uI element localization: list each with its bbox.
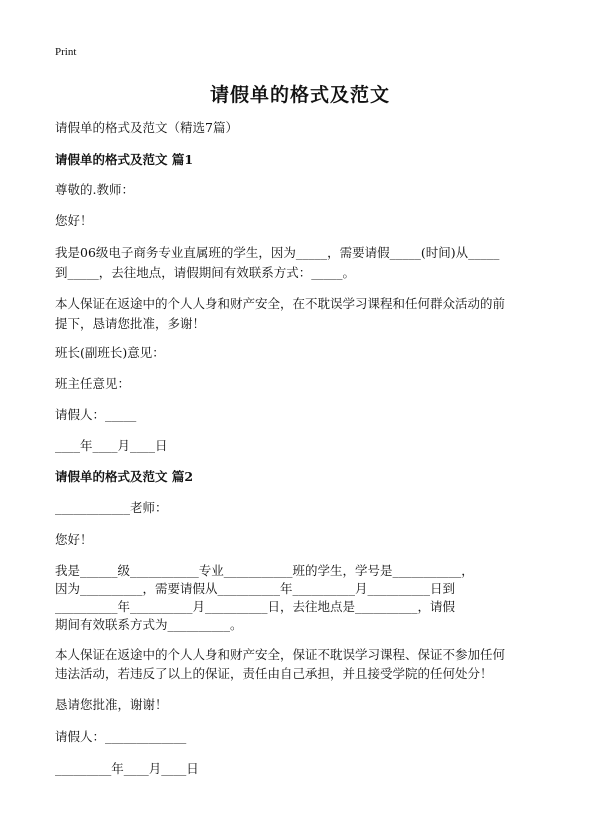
subtitle: 请假单的格式及范文（精选7篇）	[55, 120, 238, 135]
teacher-opinion: 班主任意见：	[55, 376, 131, 391]
section2-body-line2: 因为__________，需要请假从__________年__________月__________日到	[55, 581, 456, 596]
section1-heading: 请假单的格式及范文 篇1	[55, 152, 194, 167]
section2-hello: 您好！	[55, 532, 93, 547]
page-title: 请假单的格式及范文	[209, 84, 390, 106]
section2-applicant: 请假人：_____________	[55, 729, 187, 744]
section1-body-line2: 到_____，去往地点，请假期间有效联系方式：_____。	[55, 265, 356, 280]
section2-body-line4: 期间有效联系方式为__________。	[55, 617, 243, 632]
section2-request: 恳请您批准，谢谢！	[55, 697, 168, 712]
section1-body-line1: 我是06级电子商务专业直属班的学生，因为_____，需要请假_____(时间)从_____	[55, 245, 500, 260]
section1-hello: 您好！	[55, 213, 93, 228]
section2-promise-line1: 本人保证在返途中的个人人身和财产安全，保证不耽误学习课程、保证不参加任何	[55, 647, 506, 662]
section2-body-line3: __________年__________月__________日，去往地点是__________，请假	[55, 599, 456, 614]
section1-promise-line2: 提下，恳请您批准，多谢！	[55, 316, 206, 331]
section1-promise-line1: 本人保证在返途中的个人人身和财产安全，在不耽误学习课程和任何群众活动的前	[55, 296, 506, 311]
section1-applicant: 请假人：_____	[55, 407, 137, 422]
section2-date: _________年____月____日	[55, 761, 199, 776]
print-label: Print	[55, 46, 77, 58]
section2-promise-line2: 违法活动，若违反了以上的保证，责任由自己承担，并且接受学院的任何处分！	[55, 666, 493, 681]
section2-heading: 请假单的格式及范文 篇2	[55, 469, 194, 484]
section1-greeting: 尊敬的.教师：	[55, 182, 134, 197]
section1-date: ____年____月____日	[55, 438, 168, 453]
section2-body-line1: 我是______级___________专业___________班的学生，学号是___________，	[55, 563, 474, 578]
monitor-opinion: 班长(副班长)意见：	[55, 345, 165, 360]
section2-teacher: ____________老师：	[55, 500, 168, 515]
